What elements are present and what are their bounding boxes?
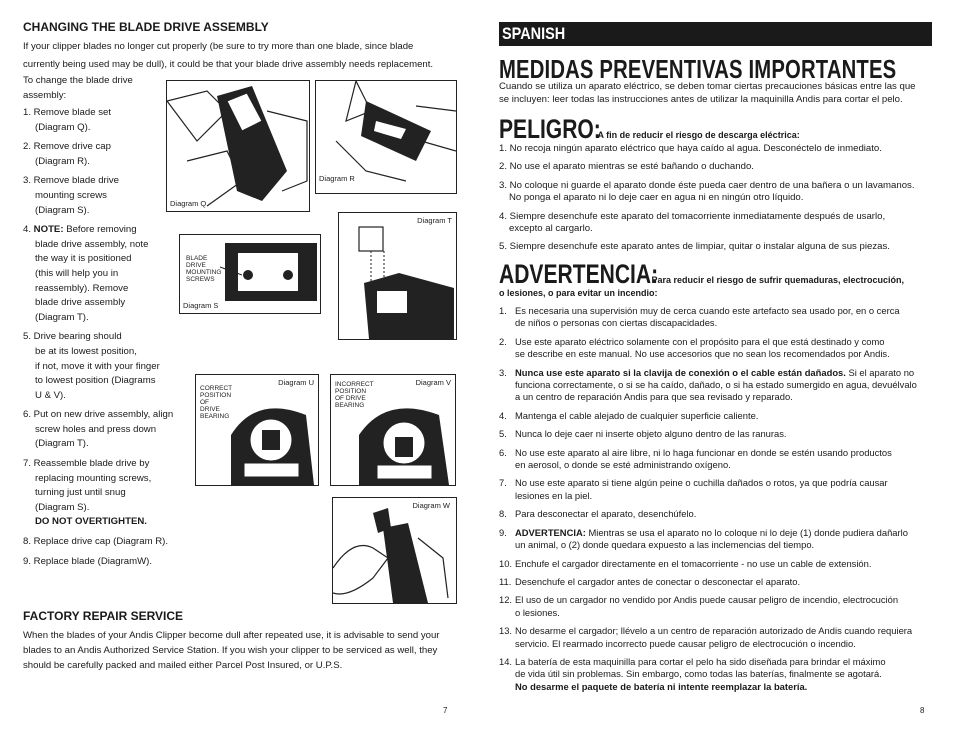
step-9: [23, 555, 173, 570]
peligro-item: 2. No use el aparato mientras se esté bañando o duchando.: [499, 161, 754, 173]
repair-line: When the blades of your Andis Clipper become dull after repeated use, it is advisable to send your: [23, 630, 440, 641]
diagram-s: [179, 234, 321, 314]
item-text: un animal, o (2) donde quedara expuesto a las inclemencias del tiempo.: [515, 539, 815, 551]
step-line: 9. Replace blade (DiagramW).: [23, 555, 153, 567]
advertencia-subtitle-2: o lesiones, o para evitar un incendio:: [499, 288, 658, 298]
item-text: de niños o personas con ciertas discapacidades.: [515, 317, 718, 329]
item-text: se describe en este manual. No use accesorios que no sean los recomendados por Andis.: [515, 348, 890, 360]
step-line: (this will help you in: [35, 267, 119, 279]
peligro-item: 3. No coloque ni guarde el aparato donde éste pueda caer dentro de una bañera o un lavamanos.: [499, 179, 915, 191]
diagram-s-callout: [186, 255, 221, 283]
item-number: 6.: [499, 446, 507, 458]
item-text: servicio. El rearmado incorrecto puede causar peligro de electrocución o incendio.: [515, 637, 856, 649]
repair-heading: FACTORY REPAIR SERVICE: [23, 609, 184, 623]
item-number: 1.: [499, 305, 507, 316]
diagram-w-label: Diagram W: [412, 501, 450, 510]
item-text: lesiones en la piel.: [515, 489, 593, 501]
step-line: (Diagram S).: [35, 204, 90, 216]
item-number: 2.: [499, 335, 507, 347]
intro-line: Cuando se utiliza un aparato eléctrico, se deben tomar ciertas precauciones básicas entre las que: [499, 81, 916, 92]
diagram-q: [166, 80, 310, 212]
note-label: NOTE:: [33, 224, 64, 236]
item-number: 3.: [499, 366, 507, 378]
repair-line: blades to an Andis Authorized Service Station. If you wish your clipper to be serviced as well, they: [23, 645, 438, 656]
diagram-w: [332, 497, 457, 604]
adv-item-3: [499, 367, 917, 404]
adv-item-7: [499, 477, 917, 502]
adv-item-14: [499, 656, 917, 693]
left-intro: [23, 40, 433, 72]
adv-item-11: [499, 576, 917, 588]
item-number: 4.: [499, 409, 507, 421]
step-line: blade drive assembly, note: [35, 238, 149, 250]
item-text: en aerosol, o donde se esté administrando oxígeno.: [515, 459, 731, 471]
peligro-list: [499, 143, 915, 254]
spanish-banner: [499, 22, 932, 46]
item-text: de vida útil sin problemas. Sin embargo, como todas las baterías, finalmente se agotará.: [515, 668, 882, 680]
intro-line: se incluyen: leer todas las instrucciones antes de utilizar la maquinilla Andis para cortar el pelo.: [499, 94, 903, 105]
step-line: 6. Put on new drive assembly, align: [23, 409, 174, 421]
peligro-item: 5. Siempre desenchufe este aparato antes de limpiar, quitar o instalar alguna de sus piezas.: [499, 241, 890, 253]
callout-line: DRIVE: [186, 262, 206, 269]
peligro-subtitle: A fin de reducir el riesgo de descarga eléctrica:: [597, 130, 800, 140]
step-line: (Diagram Q).: [35, 121, 91, 133]
callout-line: INCORRECT: [335, 381, 374, 388]
step-line: 5. Drive bearing should: [23, 331, 122, 343]
item-text: La batería de esta maquinilla para cortar el pelo ha sido diseñada para brindar el máximo: [515, 655, 886, 667]
item-text: No use este aparato al aire libre, ni lo haga funcionar en donde se estén usando productos: [515, 446, 892, 458]
battery-warning: No desarme el paquete de batería ni intente reemplazar la batería.: [515, 680, 808, 692]
step-line: the way it is positioned: [35, 253, 132, 265]
callout-line: POSITION: [335, 388, 367, 395]
intro-line: currently being used may be dull), it could be that your blade drive assembly needs replacement.: [23, 58, 434, 70]
advertencia-heading: [499, 259, 904, 290]
step-line: screw holes and press down: [35, 423, 157, 435]
banner-label: SPANISH: [502, 24, 566, 43]
step-line: 3. Remove blade drive: [23, 175, 119, 187]
adv-item-5: [499, 428, 917, 440]
steps-intro: [23, 74, 133, 103]
peligro-item: 4. Siempre desenchufe este aparato del tomacorriente inmediatamente después de usarlo,: [499, 210, 886, 222]
repair-text: [23, 628, 440, 673]
peligro-item: 1. No recoja ningún aparato eléctrico que haya caído al agua. Desconéctelo de inmediato.: [499, 143, 882, 154]
advertencia-list: [499, 305, 917, 693]
item-number: 10.: [499, 557, 513, 569]
item-number: 5.: [499, 428, 507, 440]
step-line: be at its lowest position,: [35, 345, 137, 357]
peligro-word: PELIGRO:: [499, 114, 601, 144]
step-5: [23, 330, 173, 403]
callout-line: MOUNTING: [186, 269, 222, 276]
callout-line: SCREWS: [186, 276, 215, 283]
diagram-u: [195, 374, 319, 486]
step-1: [23, 106, 173, 135]
steps-list: [23, 106, 173, 569]
adv-item-4: [499, 410, 917, 422]
overtighten-warning: DO NOT OVERTIGHTEN.: [35, 516, 147, 528]
diagram-w-illustration: [333, 498, 456, 603]
diagram-u-label: Diagram U: [278, 378, 314, 387]
peligro-heading: [499, 114, 800, 145]
step-line: if not, move it with your finger: [35, 360, 160, 372]
step-line: (Diagram R).: [35, 155, 90, 167]
item-text: El uso de un cargador no vendido por Andis puede causar peligro de incendio, electrocución: [515, 594, 899, 606]
page-number-right: 8: [920, 706, 925, 715]
step-line: mounting screws: [35, 189, 107, 201]
step-line: (Diagram T).: [35, 438, 89, 450]
left-heading: CHANGING THE BLADE DRIVE ASSEMBLY: [23, 20, 269, 34]
callout-line: BEARING: [335, 402, 365, 409]
adv-item-9: [499, 527, 917, 552]
step-4: [23, 223, 173, 325]
item-text: o lesiones.: [515, 606, 560, 618]
step-line: 8. Replace drive cap (Diagram R).: [23, 536, 169, 548]
step-8: [23, 535, 173, 550]
item-text: Mantenga el cable alejado de cualquier superficie caliente.: [515, 409, 759, 421]
step-line: 1. Remove blade set: [23, 107, 111, 118]
item-number: 13.: [499, 625, 513, 637]
peligro-item: excepto al cargarlo.: [509, 223, 593, 235]
item-text: Desenchufe el cargador antes de conectar o desconectar el aparato.: [515, 575, 801, 587]
item-text: Enchufe el cargador directamente en el tomacorriente - no use un cable de extensión.: [515, 557, 872, 569]
callout-line: CORRECT: [200, 385, 233, 392]
item-number: 8.: [499, 508, 507, 520]
step-3: [23, 174, 173, 218]
page-number-left: 7: [443, 706, 448, 715]
diagram-s-label: Diagram S: [183, 301, 219, 310]
item-number: 9.: [499, 526, 507, 538]
diagram-t-label: Diagram T: [417, 216, 452, 225]
item-text: Use este aparato eléctrico solamente con el propósito para el que está destinado y como: [515, 335, 885, 347]
adv-item-10: [499, 558, 917, 570]
diagram-r: [315, 80, 457, 194]
step-line: U & V).: [35, 389, 66, 401]
step-line: reassembly). Remove: [35, 282, 129, 294]
step-line: 2. Remove drive cap: [23, 141, 111, 153]
item-text: a un centro de reparación Andis para que sea revisado y reparado.: [515, 391, 793, 403]
item-number: 14.: [499, 655, 513, 667]
diagram-v-callout: [335, 381, 374, 409]
callout-line: OF: [200, 399, 210, 406]
item-text: Es necesaria una supervisión muy de cerca cuando este artefacto sea usado por, en o cerca: [515, 305, 900, 316]
callout-line: POSITION: [200, 392, 232, 399]
diagram-v: [330, 374, 456, 486]
advertencia-subtitle-1: Para reducir el riesgo de sufrir quemaduras, electrocución,: [651, 275, 905, 285]
step-6: [23, 408, 173, 452]
adv-item-6: [499, 447, 917, 472]
diagram-r-label: Diagram R: [319, 174, 355, 183]
item-text: No desarme el cargador; llévelo a un centro de reparación autorizado de Andis cuando requiera: [515, 625, 913, 637]
page-title: MEDIDAS PREVENTIVAS IMPORTANTES: [499, 54, 897, 84]
diagram-q-label: Diagram Q: [170, 199, 207, 208]
steps-intro-line: To change the blade drive: [23, 75, 133, 86]
adv-item-1: [499, 305, 917, 330]
steps-intro-line: assembly:: [23, 89, 67, 101]
callout-line: OF DRIVE: [335, 395, 366, 402]
diagram-t-illustration: [339, 213, 456, 339]
item-bold-lead: Nunca use este aparato si la clavija de conexión o el cable están dañados.: [515, 366, 846, 378]
advertencia-word: ADVERTENCIA:: [499, 259, 659, 289]
item-text: Nunca lo deje caer ni inserte objeto alguno dentro de las ranuras.: [515, 428, 787, 440]
callout-line: BEARING: [200, 413, 230, 420]
right-intro: [499, 80, 916, 106]
step-line: 7. Reassemble blade drive by: [23, 458, 150, 470]
item-text: Para desconectar el aparato, desenchúfelo.: [515, 508, 697, 520]
step-line: to lowest position (Diagrams: [35, 375, 156, 387]
item-text: Si el aparato no: [845, 366, 915, 378]
item-number: 12.: [499, 594, 513, 606]
step-line: blade drive assembly: [35, 297, 126, 309]
step-2: [23, 140, 173, 169]
step-line: turning just until snug: [35, 487, 126, 499]
item-bold-lead: ADVERTENCIA:: [515, 526, 586, 538]
callout-line: DRIVE: [200, 406, 220, 413]
repair-line: should be carefully packed and mailed either Parcel Post Insured, or U.P.S.: [23, 660, 343, 671]
item-number: 7.: [499, 477, 507, 489]
step-7: [23, 457, 173, 530]
item-text: Mientras se usa el aparato no lo coloque ni lo deje (1) donde pudiera dañarlo: [585, 526, 908, 538]
callout-line: BLADE: [186, 255, 208, 262]
item-number: 11.: [499, 575, 512, 587]
diagram-u-callout: [200, 385, 232, 420]
step-line: (Diagram T).: [35, 311, 89, 323]
step-line: [23, 223, 173, 238]
step-number: 4.: [23, 224, 34, 236]
diagram-t: [338, 212, 457, 340]
item-text: funciona correctamente, o si se ha caído, dañado, o si ha estado sumergido en agua, devuélvalo: [515, 379, 917, 391]
step-line: replacing mounting screws,: [35, 472, 152, 484]
step-text: Before removing: [63, 224, 137, 236]
adv-item-13: [499, 625, 917, 650]
diagram-v-label: Diagram V: [415, 378, 451, 387]
step-line: (Diagram S).: [35, 501, 90, 513]
diagram-q-illustration: [167, 81, 309, 211]
adv-item-8: [499, 508, 917, 520]
intro-line: If your clipper blades no longer cut properly (be sure to try more than one blade, since blade: [23, 41, 414, 52]
adv-item-2: [499, 336, 917, 361]
item-text: No use este aparato si tiene algún peine o cuchilla dañados o rotos, ya que podría causar: [515, 477, 888, 489]
peligro-item: No ponga el aparato ni lo deje caer en agua ni en ningún otro líquido.: [509, 192, 804, 204]
adv-item-12: [499, 594, 917, 619]
